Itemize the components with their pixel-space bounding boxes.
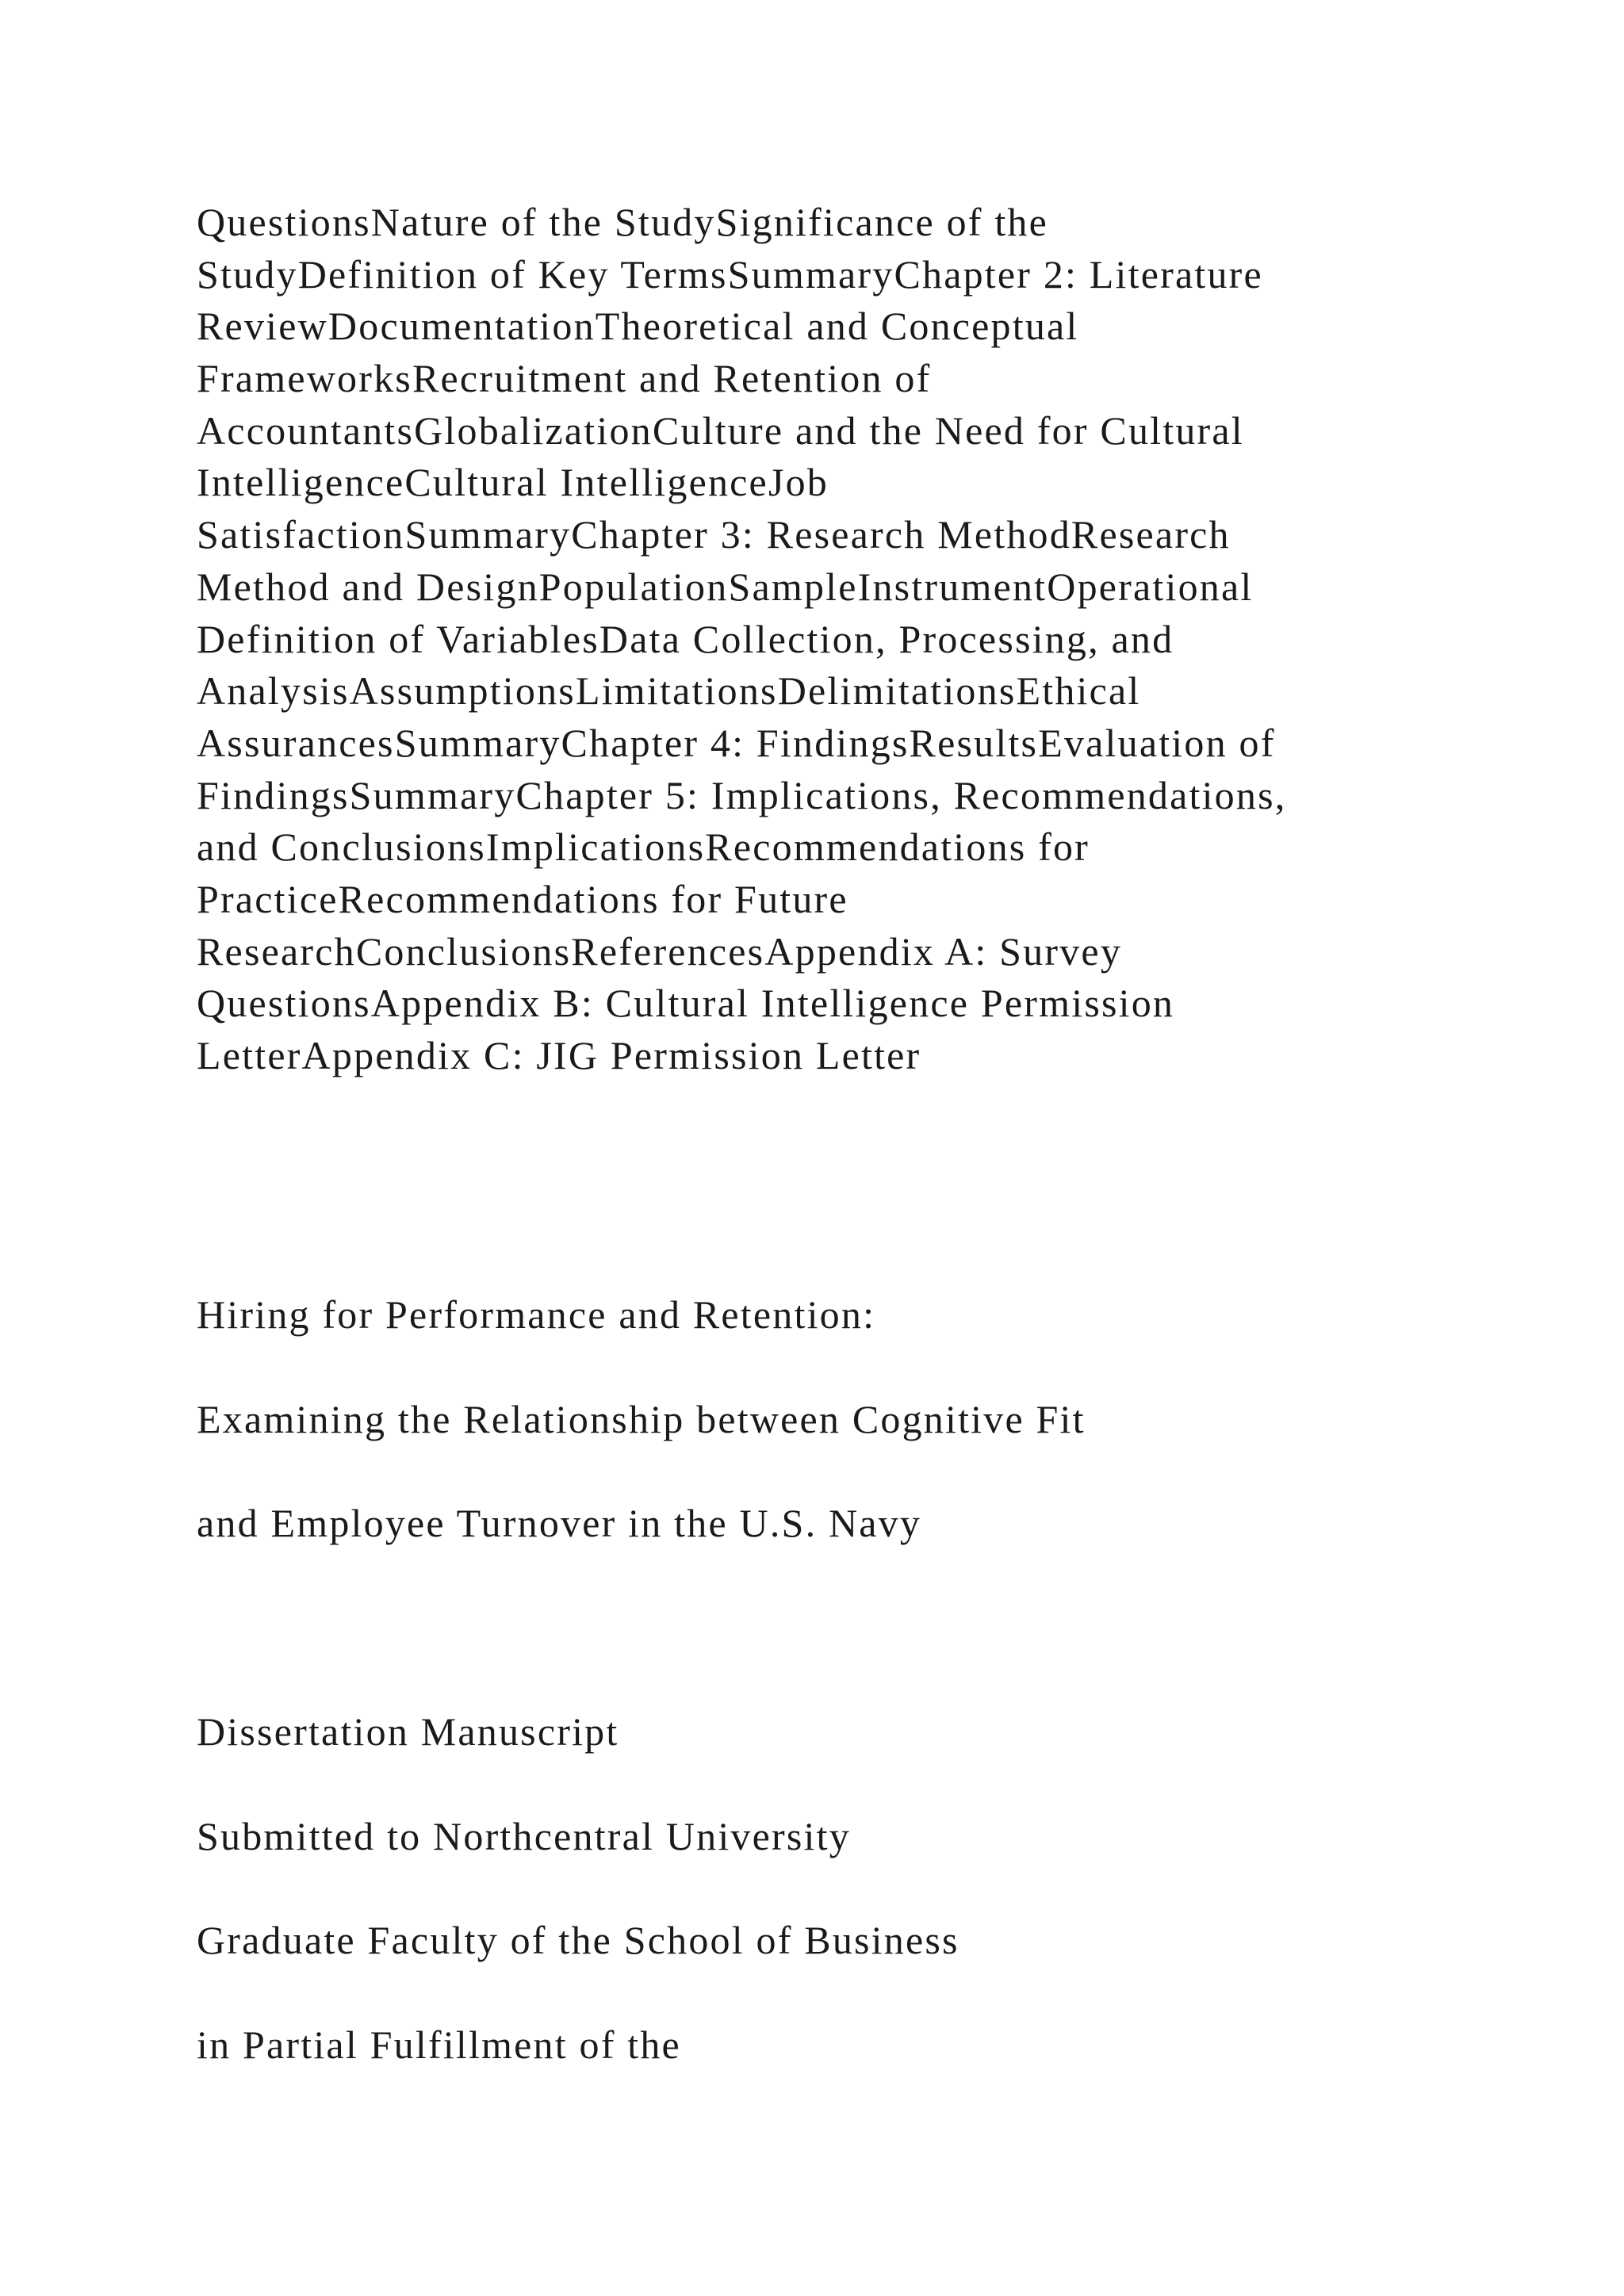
- toc-line: FindingsSummaryChapter 5: Implications, Recommendations,: [197, 772, 1287, 817]
- toc-line: AnalysisAssumptionsLimitationsDelimitationsEthical: [197, 668, 1141, 714]
- toc-line: SatisfactionSummaryChapter 3: Research MethodResearch: [197, 512, 1231, 557]
- title-line: Hiring for Performance and Retention:: [197, 1292, 876, 1337]
- toc-line: Method and DesignPopulationSampleInstrumentOperational: [197, 564, 1254, 609]
- toc-line: FrameworksRecruitment and Retention of: [197, 356, 932, 401]
- front-matter-line: Graduate Faculty of the School of Business: [197, 1918, 959, 1962]
- toc-line: IntelligenceCultural IntelligenceJob: [197, 460, 829, 505]
- front-matter: [197, 1706, 959, 2123]
- front-matter-line: in Partial Fulfillment of the: [197, 2022, 681, 2067]
- table-of-contents: [197, 197, 1286, 1082]
- toc-line: PracticeRecommendations for Future: [197, 876, 848, 921]
- toc-line: QuestionsNature of the StudySignificance of the: [197, 200, 1049, 244]
- toc-line: LetterAppendix C: JIG Permission Letter: [197, 1033, 921, 1077]
- toc-line: and ConclusionsImplicationsRecommendations for: [197, 825, 1090, 870]
- toc-line: AssurancesSummaryChapter 4: FindingsResultsEvaluation of: [197, 720, 1276, 765]
- title-line: and Employee Turnover in the U.S. Navy: [197, 1501, 922, 1545]
- toc-line: AccountantsGlobalizationCulture and the Need for Cultural: [197, 408, 1244, 453]
- title-line: Examining the Relationship between Cognitive Fit: [197, 1396, 1086, 1441]
- toc-line: QuestionsAppendix B: Cultural Intelligence Permission: [197, 981, 1175, 1026]
- front-matter-line: Dissertation Manuscript: [197, 1709, 619, 1754]
- toc-line: Definition of VariablesData Collection, Processing, and: [197, 616, 1174, 661]
- toc-line: StudyDefinition of Key TermsSummaryChapter 2: Literature: [197, 251, 1263, 297]
- front-matter-line: Submitted to Northcentral University: [197, 1813, 851, 1858]
- toc-line: ReviewDocumentationTheoretical and Conceptual: [197, 304, 1079, 349]
- dissertation-title: [197, 1289, 1086, 1602]
- toc-line: ResearchConclusionsReferencesAppendix A: Survey: [197, 928, 1123, 974]
